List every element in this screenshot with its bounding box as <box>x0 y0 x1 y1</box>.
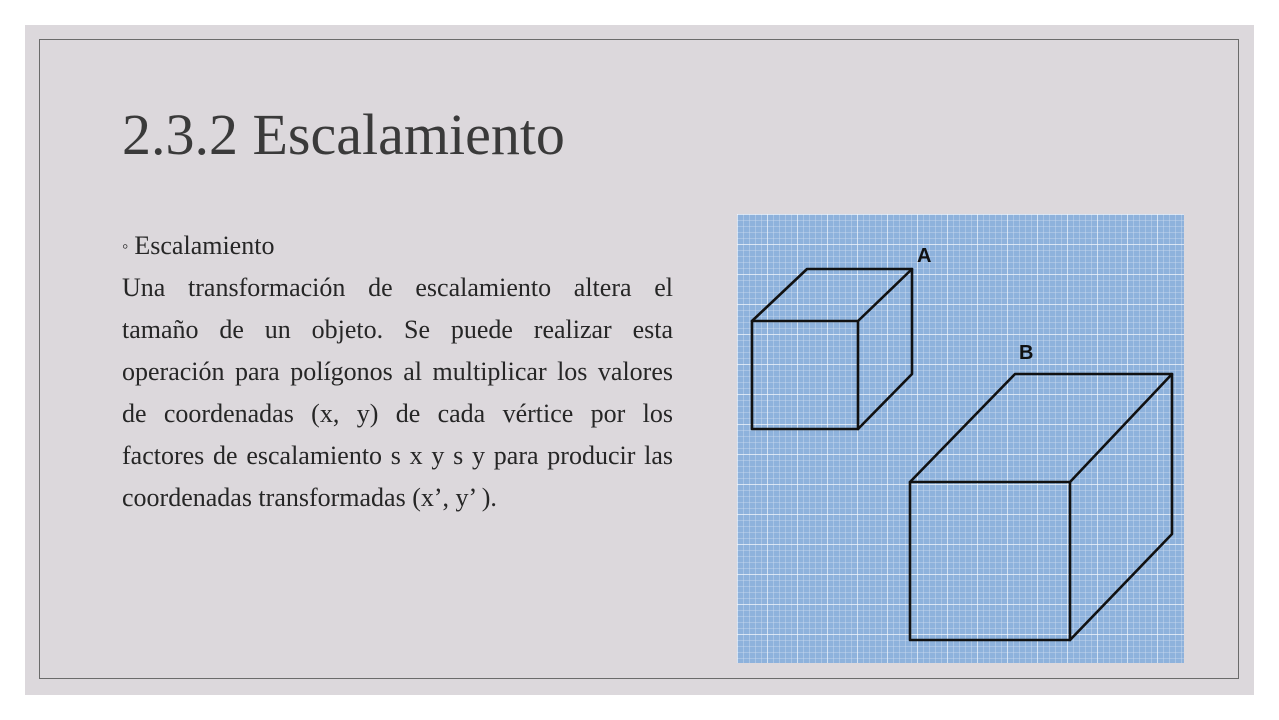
slide-body <box>122 225 673 519</box>
bullet-item <box>122 225 673 267</box>
body-paragraph: Una transformación de escalamiento altera el tamaño de un objeto. Se puede realizar esta operación para polígonos al multiplicar los valores de coordenadas (x, y) de cada vértice por los factores de escalamiento s x y s y para producir las coordenadas transformadas (x’, y’ ). <box>122 273 673 512</box>
label-b: B <box>1019 342 1034 364</box>
grid-lines <box>737 214 1184 663</box>
graph-paper-image <box>737 214 1184 663</box>
slide-title: 2.3.2 Escalamiento <box>122 102 565 167</box>
bullet-marker: ◦ <box>122 236 129 256</box>
label-a: A <box>917 245 932 267</box>
bullet-heading: Escalamiento <box>134 231 275 260</box>
scaling-figure <box>737 214 1184 663</box>
slide <box>25 25 1254 695</box>
